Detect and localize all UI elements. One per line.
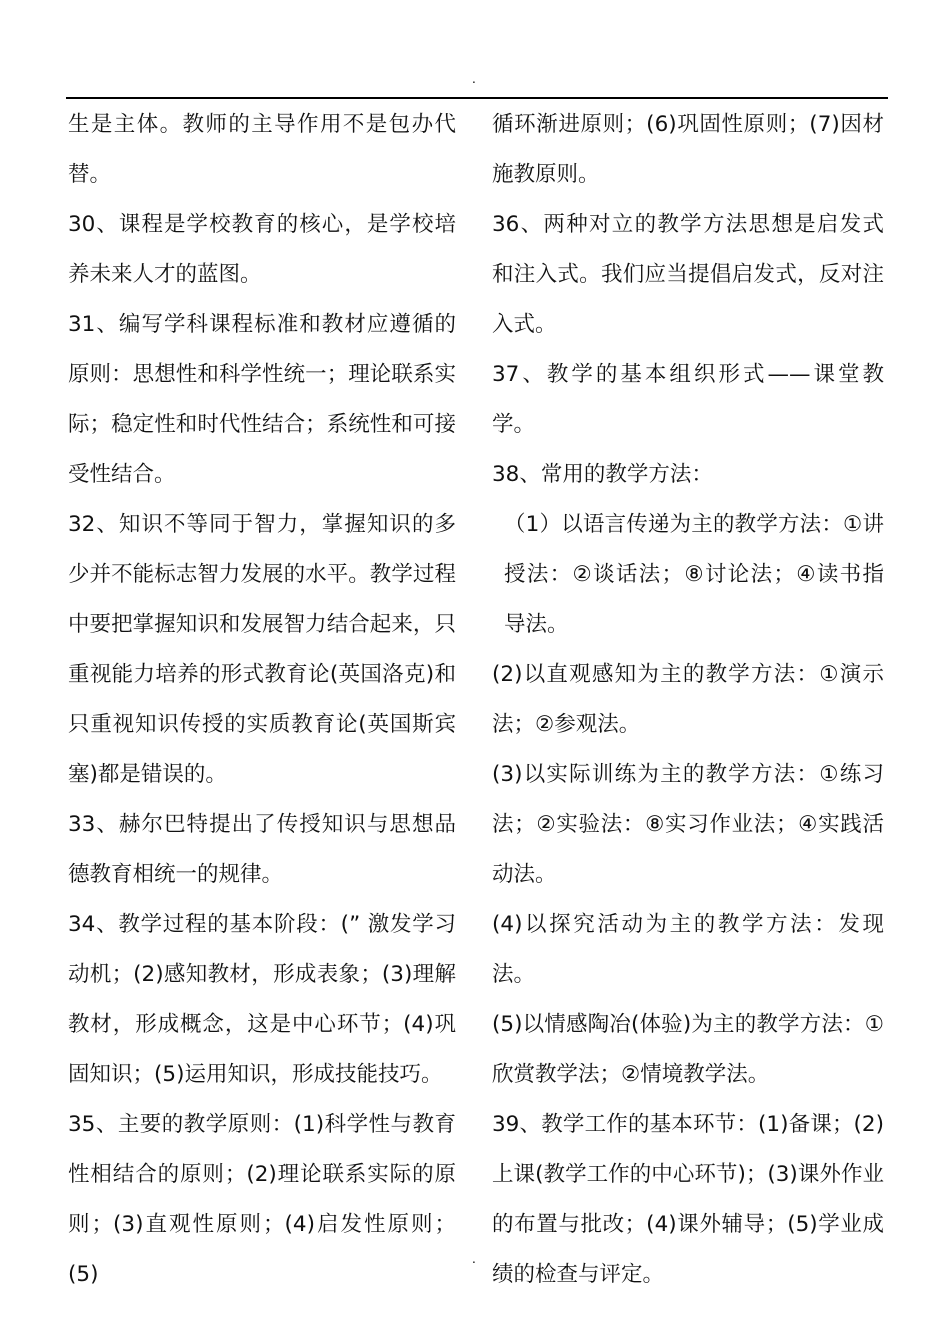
paragraph: 36、两种对立的教学方法思想是启发式和注入式。我们应当提倡启发式，反对注入式。: [492, 212, 884, 337]
paragraph: (2)以直观感知为主的教学方法：①演示法；②参观法。: [492, 662, 884, 737]
left-column: [68, 100, 456, 1300]
paragraph: (4)以探究活动为主的教学方法：发现法。: [492, 912, 884, 987]
paragraph: 生是主体。教师的主导作用不是包办代替。: [68, 112, 456, 187]
paragraph: 30、课程是学校教育的核心，是学校培养未来人才的蓝图。: [68, 212, 456, 287]
paragraph: (5)以情感陶冶(体验)为主的教学方法：①欣赏教学法；②情境教学法。: [492, 1012, 884, 1087]
paragraph: 31、编写学科课程标准和教材应遵循的原则：思想性和科学性统一；理论联系实际；稳定性和时代性结合；系统性和可接受性结合。: [68, 312, 456, 487]
paragraph: 37、教学的基本组织形式——课堂教学。: [492, 362, 884, 437]
header-dot: .: [472, 72, 476, 86]
paragraph: 38、常用的教学方法：: [492, 462, 713, 487]
paragraph: 33、赫尔巴特提出了传授知识与思想品德教育相统一的规律。: [68, 812, 456, 887]
paragraph: 35、主要的教学原则：(1)科学性与教育性相结合的原则；(2)理论联系实际的原则；(3)直观性原则；(4)启发性原则；(5): [68, 1112, 456, 1287]
paragraph: 循环渐进原则；(6)巩固性原则；(7)因材施教原则。: [492, 112, 884, 187]
header-rule: [66, 97, 888, 99]
paragraph: 34、教学过程的基本阶段：(” 激发学习动机；(2)感知教材，形成表象；(3)理解教材，形成概念，这是中心环节；(4)巩固知识；(5)运用知识，形成技能技巧。: [68, 912, 456, 1087]
right-column: [492, 100, 884, 1300]
paragraph: 39、教学工作的基本环节：(1)备课；(2)上课(教学工作的中心环节)；(3)课外作业的布置与批改；(4)课外辅导；(5)学业成绩的检查与评定。: [492, 1112, 884, 1287]
paragraph: (3)以实际训练为主的教学方法：①练习法；②实验法：⑧实习作业法；④实践活动法。: [492, 762, 884, 887]
paragraph: （1）以语言传递为主的教学方法：①讲授法：②谈话法；⑧讨论法；④读书指导法。: [504, 512, 884, 637]
paragraph: 32、知识不等同于智力，掌握知识的多少并不能标志智力发展的水平。教学过程中要把掌握知识和发展智力结合起来，只重视能力培养的形式教育论(英国洛克)和只重视知识传授的实质教育论(英国斯宾塞)都是错误的。: [68, 512, 456, 787]
footer-dot: .: [472, 1252, 476, 1266]
